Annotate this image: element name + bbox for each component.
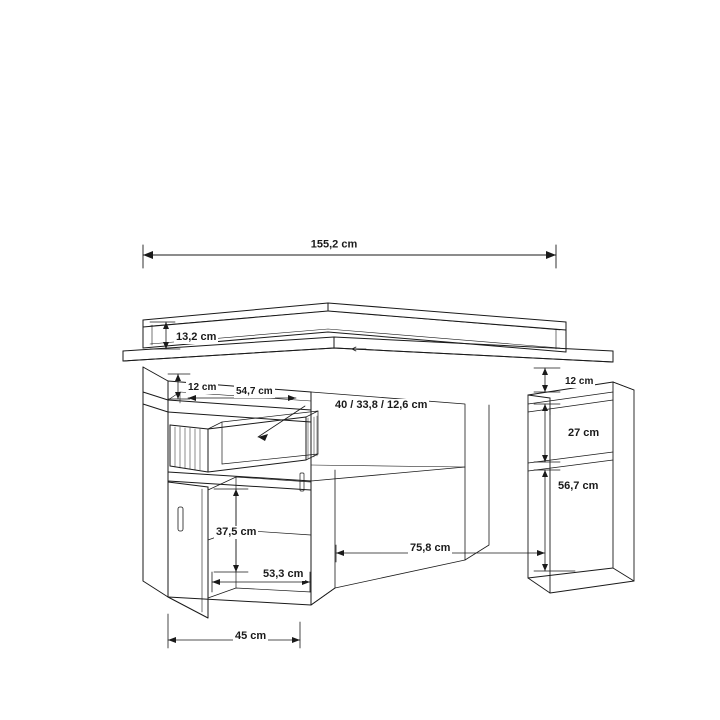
dimension-label-leg-span: 75,8 cm	[410, 542, 451, 554]
dimension-label-right-shelf-gap: 12 cm	[565, 376, 594, 387]
dimension-label-right-side-height: 56,7 cm	[558, 480, 599, 492]
dimension-label-drawer-size: 40 / 33,8 / 12,6 cm	[335, 399, 428, 411]
dimension-label-shelf-width: 54,7 cm	[236, 386, 273, 397]
dimension-label-right-shelf-height: 27 cm	[568, 427, 600, 439]
dimension-label-cabinet-height: 37,5 cm	[216, 526, 257, 538]
dimension-label-shelf-opening: 12 cm	[188, 382, 217, 393]
dimension-label-hutch-height: 13,2 cm	[176, 331, 217, 343]
dimension-label-cabinet-depth: 53,3 cm	[263, 568, 304, 580]
pull-out-drawer	[170, 411, 318, 472]
hutch-riser	[143, 303, 566, 352]
dimension-label-door-width: 45 cm	[235, 630, 267, 642]
dimension-label-total-width: 155,2 cm	[310, 238, 358, 251]
centre-back-panel	[311, 392, 489, 605]
